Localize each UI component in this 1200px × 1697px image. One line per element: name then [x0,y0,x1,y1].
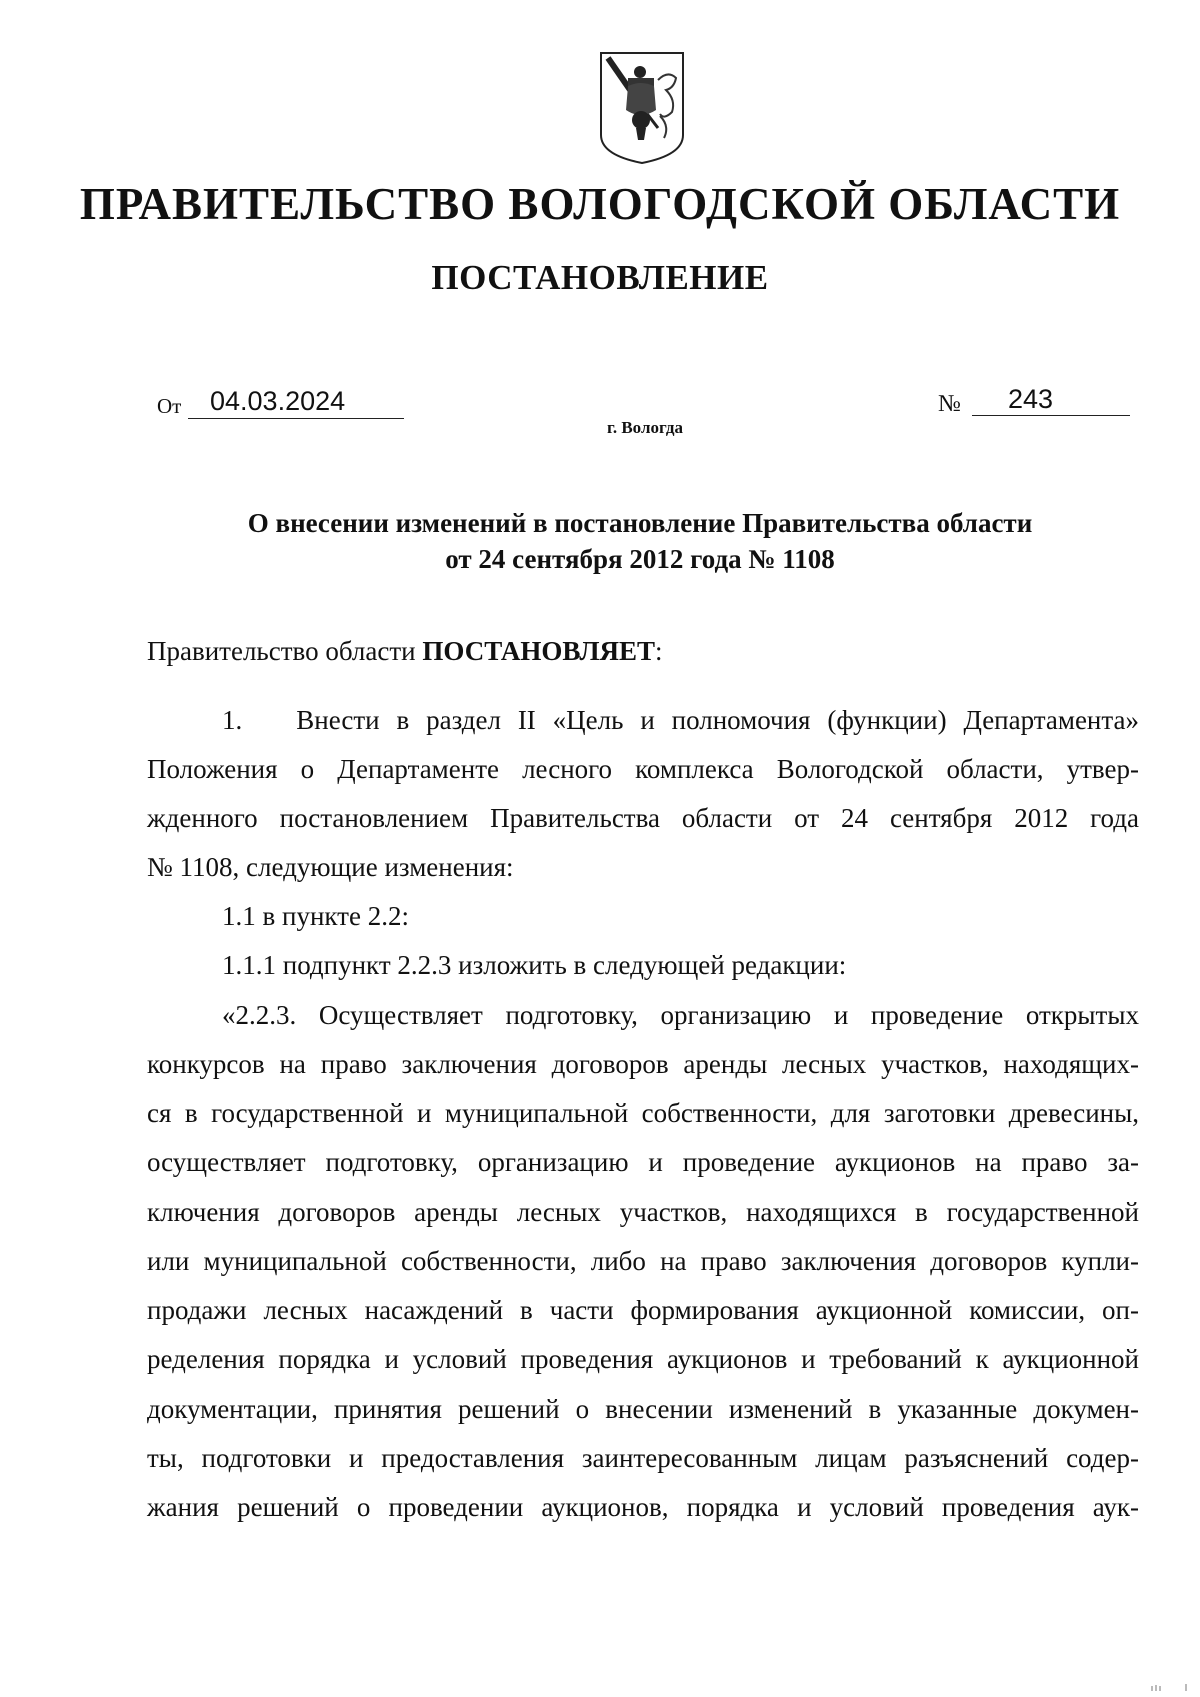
body-line: ключения договоров аренды лесных участков, находящихся в государственной [147,1197,1139,1227]
body-line: документации, принятия решений о внесении изменений в указанные докумен- [147,1394,1139,1424]
body-line: ся в государственной и муниципальной собственности, для заготовки древесины, [147,1098,1139,1128]
document-type: ПОСТАНОВЛЕНИЕ [431,258,769,297]
body-line: № 1108, следующие изменения: [147,852,514,882]
subject-line-1: О внесении изменений в постановление Правительства области [247,508,1033,538]
document-number: 243 [1008,384,1054,414]
body-line: 1.1.1 подпункт 2.2.3 изложить в следующей редакции: [222,950,847,980]
body-line: ределения порядка и условий проведения аукционов и требований к аукционной [147,1344,1139,1374]
preamble-colon: : [654,636,663,666]
body-line: жденного постановлением Правительства области от 24 сентября 2012 года [147,803,1139,833]
body-line: или муниципальной собственности, либо на право заключения договоров купли- [147,1246,1139,1276]
body-line: 1.1 в пункте 2.2: [222,901,409,931]
preamble [147,634,1139,668]
document-date: 04.03.2024 [210,386,346,416]
document-subject [140,505,1140,577]
preamble-text: Правительство области [147,636,423,666]
body-line: ты, подготовки и предоставления заинтересованным лицам разъяснений содер- [147,1443,1139,1473]
body-line: жания решений о проведении аукционов, порядка и условий проведения аук- [147,1492,1139,1522]
date-prefix: От [157,394,182,418]
city-label: г. Вологда [607,418,683,437]
number-underline [972,415,1130,416]
body-line: «2.2.3. Осуществляет подготовку, организацию и проведение открытых [222,1000,1139,1030]
subject-line-2: от 24 сентября 2012 года № 1108 [445,544,835,574]
number-prefix: № [938,391,961,417]
preamble-keyword: ПОСТАНОВЛЯЕТ [422,636,655,666]
body-line: конкурсов на право заключения договоров аренды лесных участков, находящих- [147,1049,1139,1079]
body-line: продажи лесных насаждений в части формирования аукционной комиссии, оп- [147,1295,1139,1325]
body-line: Положения о Департаменте лесного комплекса Вологодской области, утвер- [147,754,1139,784]
coat-of-arms-emblem [598,50,686,166]
body-line: 1. Внести в раздел II «Цель и полномочия (функции) Департамента» [222,705,1139,735]
scan-artifact-mark [1150,1682,1190,1692]
organization-title: ПРАВИТЕЛЬСТВО ВОЛОГОДСКОЙ ОБЛАСТИ [79,179,1121,229]
body-line: осуществляет подготовку, организацию и проведение аукционов на право за- [147,1147,1139,1177]
